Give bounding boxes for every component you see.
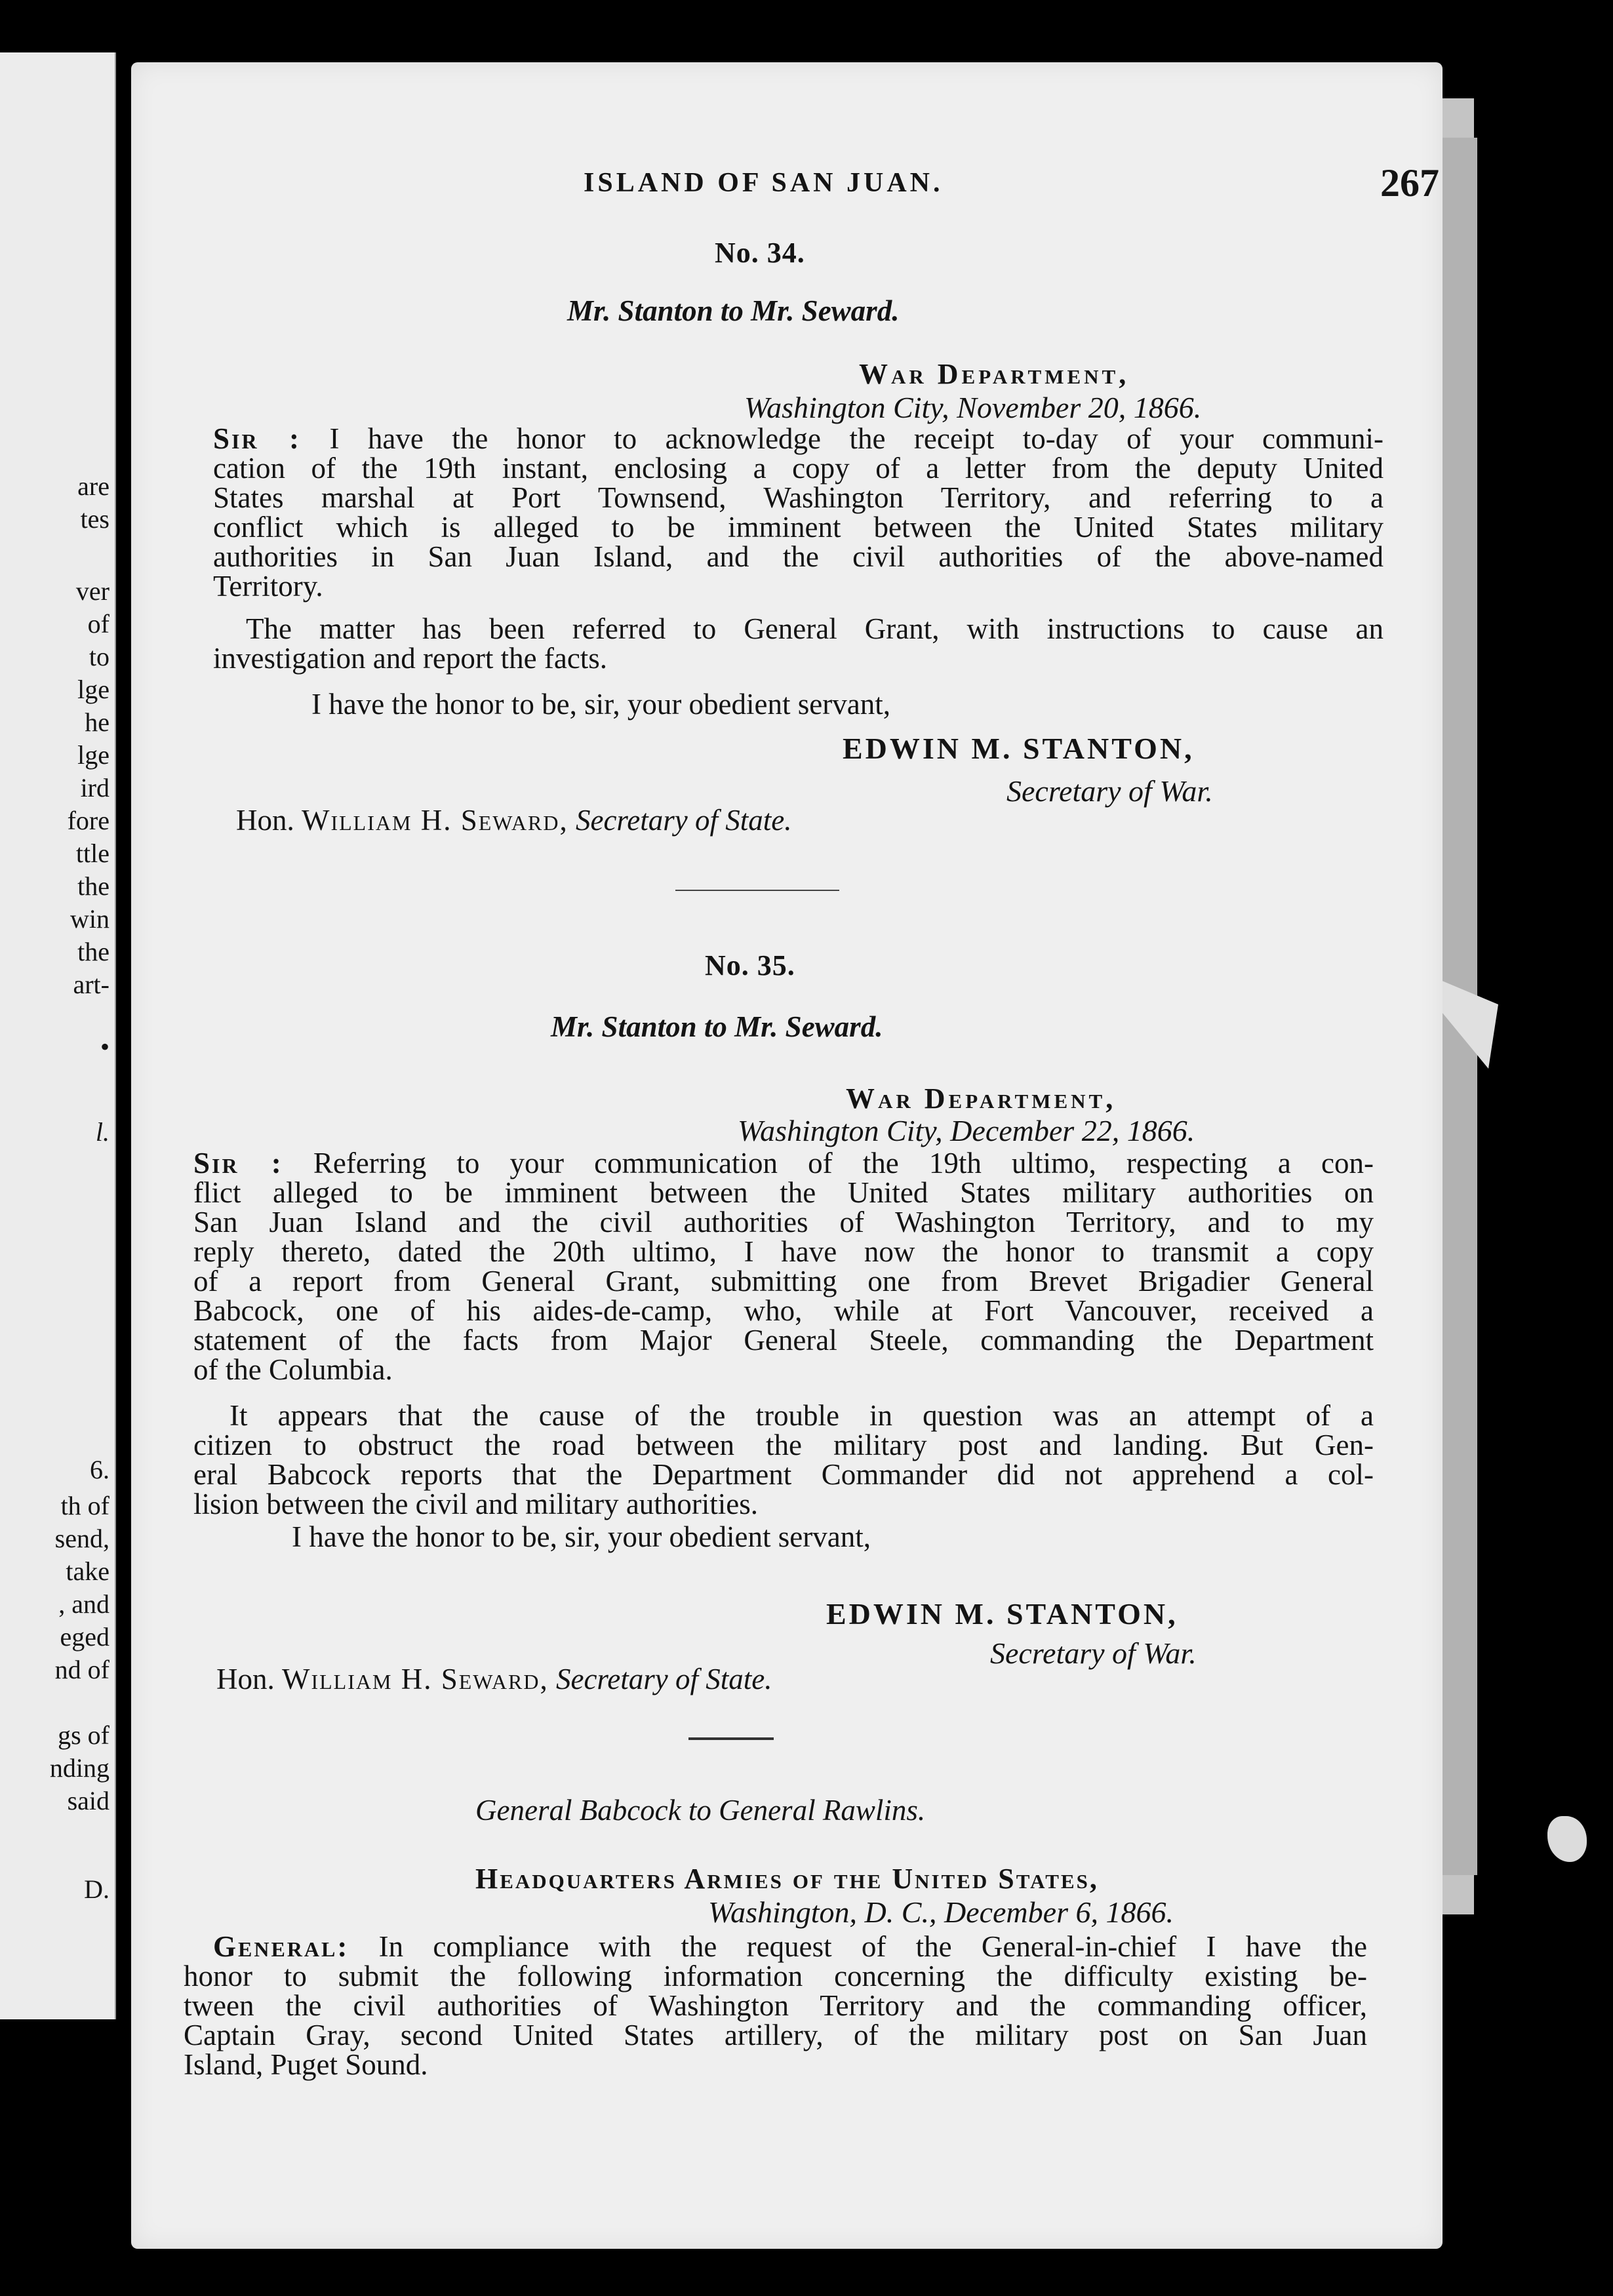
margin-fragment: ttle — [75, 839, 110, 868]
margin-fragment: the — [77, 871, 110, 901]
margin-fragment: eged — [60, 1622, 110, 1652]
margin-fragment: lge — [77, 675, 110, 704]
margin-fragment: nding — [49, 1753, 110, 1783]
margin-fragment: the — [77, 937, 110, 966]
margin-fragment: th of — [60, 1491, 110, 1520]
margin-fragment: D. — [84, 1874, 110, 1904]
body-line: Sir : Referring to your communication of the 19th ultimo, respecting a con- — [193, 1147, 1374, 1179]
margin-fragment: gs of — [58, 1720, 110, 1750]
body-line: reply thereto, dated the 20th ultimo, I have now the honor to transmit a copy — [193, 1235, 1374, 1268]
margin-fragment: to — [89, 642, 110, 671]
body-line: Captain Gray, second United States artillery, of the military post on San Juan — [184, 2019, 1367, 2051]
body-line: of a report from General Grant, submitting one from Brevet Brigadier General — [193, 1265, 1374, 1297]
body-line: Babcock, one of his aides-de-camp, who, while at Fort Vancouver, received a — [193, 1294, 1374, 1327]
document-number: No. 35. — [705, 949, 795, 981]
body-line: honor to submit the following information concerning the difficulty existing be- — [184, 1960, 1367, 1992]
dateline-department: War Department, — [846, 1082, 1117, 1115]
margin-fragment: , and — [58, 1589, 110, 1619]
body-line: I have the honor to be, sir, your obedient servant, — [292, 1520, 871, 1553]
signature-title: Secretary of War. — [990, 1636, 1197, 1670]
body-line: I have the honor to be, sir, your obedient servant, — [311, 688, 890, 721]
margin-fragment: art- — [73, 970, 110, 999]
margin-fragment: take — [66, 1556, 110, 1586]
body-line: lision between the civil and military authorities. — [193, 1488, 759, 1520]
body-line: It appears that the cause of the trouble in question was an attempt of a — [229, 1399, 1374, 1432]
body-line: The matter has been referred to General Grant, with instructions to cause an — [246, 612, 1384, 645]
body-line: statement of the facts from Major General Steele, commanding the Department — [193, 1324, 1374, 1356]
body-line: Sir : I have the honor to acknowledge the receipt to-day of your communi- — [213, 422, 1384, 455]
margin-fragment: nd of — [54, 1655, 110, 1684]
page-number: 267 — [1380, 161, 1439, 205]
body-line: tween the civil authorities of Washington Territory and the commanding officer, — [184, 1989, 1367, 2022]
section-divider — [688, 1737, 774, 1740]
margin-fragment: ver — [75, 576, 110, 606]
letter-caption: General Babcock to General Rawlins. — [475, 1794, 926, 1827]
margin-fragment: said — [67, 1786, 110, 1815]
dateline-place-date: Washington, D. C., December 6, 1866. — [708, 1895, 1174, 1929]
signature-name: EDWIN M. STANTON, — [826, 1597, 1178, 1631]
margin-fragment: ird — [80, 773, 110, 802]
body-line: General: In compliance with the request of the General-in-chief I have the — [213, 1930, 1367, 1963]
body-line: conflict which is alleged to be imminent between the United States military — [213, 511, 1384, 544]
signature-title: Secretary of War. — [1006, 774, 1213, 808]
margin-fragment: of — [87, 609, 110, 639]
section-divider — [675, 890, 839, 891]
body-line: investigation and report the facts. — [213, 642, 608, 675]
margin-fragment: 6. — [90, 1455, 110, 1484]
body-line: of the Columbia. — [193, 1353, 393, 1386]
margin-fragment: • — [100, 1032, 110, 1061]
salutation: Sir : — [213, 422, 302, 455]
body-line: States marshal at Port Townsend, Washington Territory, and referring to a — [213, 481, 1384, 514]
body-line: citizen to obstruct the road between the military post and landing. But Gen- — [193, 1429, 1374, 1461]
addressee: Hon. William H. Seward, Secretary of State. — [236, 804, 792, 837]
margin-fragment: lge — [77, 740, 110, 770]
paper-fragment — [1547, 1816, 1587, 1862]
margin-fragment: he — [85, 707, 110, 737]
salutation: Sir : — [193, 1147, 283, 1179]
previous-page-edge — [0, 52, 116, 2019]
dateline-place-date: Washington City, December 22, 1866. — [738, 1114, 1195, 1147]
body-line: authorities in San Juan Island, and the civil authorities of the above-named — [213, 540, 1384, 573]
letter-caption: Mr. Stanton to Mr. Seward. — [567, 294, 900, 327]
margin-fragment: send, — [54, 1524, 110, 1553]
letter-caption: Mr. Stanton to Mr. Seward. — [551, 1010, 883, 1043]
signature-name: EDWIN M. STANTON, — [843, 732, 1195, 765]
margin-fragment: tes — [80, 504, 110, 534]
body-line: flict alleged to be imminent between the United States military authorities on — [193, 1176, 1374, 1209]
dateline-department: War Department, — [859, 358, 1130, 390]
addressee: Hon. William H. Seward, Secretary of State. — [216, 1663, 772, 1695]
body-line: eral Babcock reports that the Department Commander did not apprehend a col- — [193, 1458, 1374, 1491]
salutation: General: — [213, 1930, 349, 1963]
margin-fragment: are — [77, 471, 110, 501]
body-line: Island, Puget Sound. — [184, 2048, 428, 2081]
body-line: cation of the 19th instant, enclosing a copy of a letter from the deputy United — [213, 452, 1384, 485]
body-line: Territory. — [213, 570, 323, 603]
body-line: San Juan Island and the civil authorities of Washington Territory, and to my — [193, 1206, 1374, 1238]
running-head: ISLAND OF SAN JUAN. — [584, 168, 944, 198]
document-number: No. 34. — [715, 237, 805, 269]
document-page — [131, 62, 1443, 2249]
margin-fragment: fore — [67, 806, 110, 835]
margin-fragment: win — [70, 904, 110, 934]
dateline-place-date: Washington City, November 20, 1866. — [744, 391, 1202, 424]
dateline-headquarters: Headquarters Armies of the United States, — [475, 1863, 1099, 1895]
margin-fragment: l. — [95, 1117, 110, 1147]
